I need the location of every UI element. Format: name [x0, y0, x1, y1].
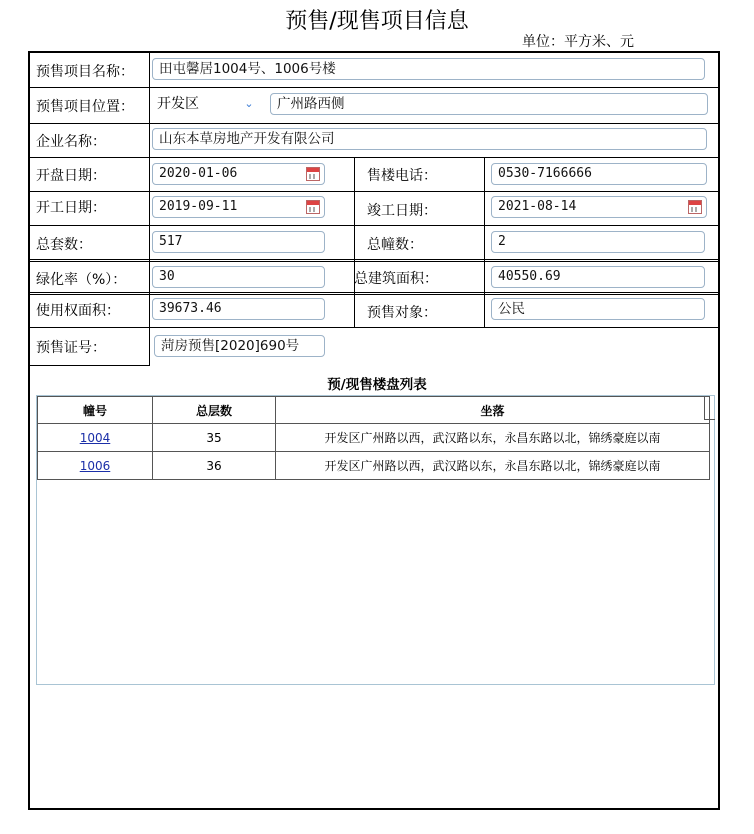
page-title: 预售/现售项目信息	[285, 9, 469, 34]
total-buildings-field[interactable]: 2	[491, 231, 705, 253]
location-cell: 开发区广州路以西，武汉路以东，永昌东路以北，锦绣豪庭以南	[276, 424, 710, 452]
building-link-1004[interactable]: 1004	[79, 430, 111, 445]
unit-note: 单位：平方米、元	[522, 34, 634, 50]
calendar-icon[interactable]	[306, 200, 320, 214]
start-date-value: 2019-09-11	[159, 199, 238, 214]
district-select-value: 开发区	[157, 96, 199, 112]
total-units-field[interactable]: 517	[152, 231, 325, 253]
total-units-label: 总套数：	[36, 237, 92, 253]
table-header-row	[38, 397, 710, 424]
start-date-field[interactable]	[152, 196, 325, 218]
floors-cell: 36	[153, 452, 276, 480]
district-select[interactable]	[157, 93, 257, 115]
sale-target-label: 预售对象：	[367, 305, 437, 321]
green-rate-field[interactable]: 30	[152, 266, 325, 288]
address-field[interactable]: 广州路西侧	[270, 93, 708, 115]
open-date-label: 开盘日期：	[36, 168, 106, 184]
finish-date-value: 2021-08-14	[498, 199, 577, 214]
table-row	[38, 424, 710, 452]
project-name-field[interactable]: 田屯馨居1004号、1006号楼	[152, 58, 705, 80]
project-name-label: 预售项目名称：	[36, 64, 134, 80]
total-area-label: 总建筑面积：	[354, 271, 438, 287]
project-location-label: 预售项目位置：	[36, 99, 134, 115]
permit-label: 预售证号：	[36, 340, 106, 356]
column-header-location[interactable]: 坐落	[276, 397, 710, 424]
calendar-icon[interactable]	[306, 167, 320, 181]
floors-cell: 35	[153, 424, 276, 452]
permit-field[interactable]: 菏房预售[2020]690号	[154, 335, 325, 357]
table-scrollbar-header	[704, 396, 715, 420]
total-area-field[interactable]: 40550.69	[491, 266, 705, 288]
calendar-icon[interactable]	[688, 200, 702, 214]
company-field[interactable]: 山东本草房地产开发有限公司	[152, 128, 707, 150]
sales-phone-field[interactable]: 0530-7166666	[491, 163, 707, 185]
table-row	[38, 452, 710, 480]
land-area-field[interactable]: 39673.46	[152, 298, 325, 320]
company-label: 企业名称：	[36, 134, 106, 150]
total-buildings-label: 总幢数：	[367, 237, 423, 253]
building-list-title: 预/现售楼盘列表	[327, 377, 427, 393]
green-rate-label: 绿化率（%）：	[36, 272, 127, 288]
land-area-label: 使用权面积：	[36, 303, 120, 319]
building-link-1006[interactable]: 1006	[79, 458, 111, 473]
sales-phone-label: 售楼电话：	[367, 168, 437, 184]
open-date-field[interactable]	[152, 163, 325, 185]
column-header-floors[interactable]: 总层数	[153, 397, 276, 424]
location-cell: 开发区广州路以西，武汉路以东，永昌东路以北，锦绣豪庭以南	[276, 452, 710, 480]
start-date-label: 开工日期：	[36, 200, 106, 216]
finish-date-field[interactable]	[491, 196, 707, 218]
chevron-down-icon: ⌄	[244, 97, 254, 110]
finish-date-label: 竣工日期：	[367, 203, 437, 219]
sale-target-field[interactable]: 公民	[491, 298, 705, 320]
open-date-value: 2020-01-06	[159, 166, 238, 181]
building-table	[37, 396, 710, 480]
column-header-building-no[interactable]: 幢号	[38, 397, 153, 424]
